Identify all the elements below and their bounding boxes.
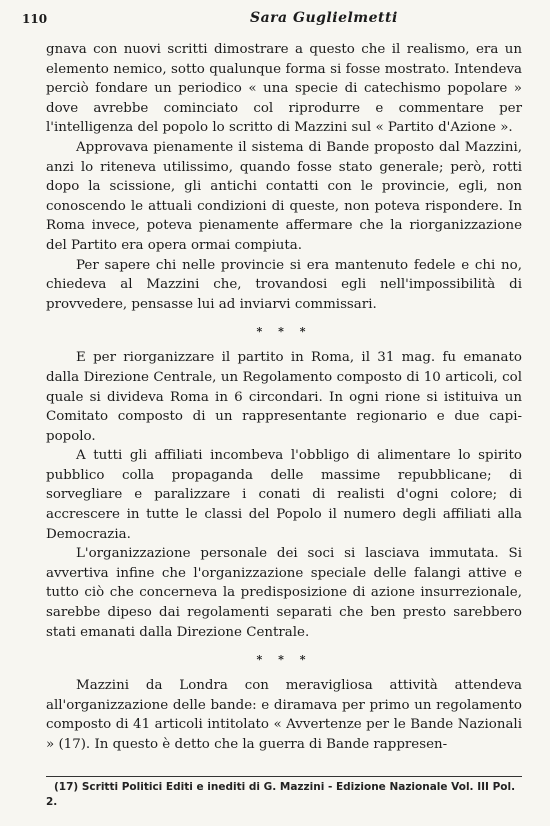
- footnote-text: (17) Scritti Politici Editi e inediti di G. Mazzini - Edizione Nazionale Vol. III Pol. 2.: [46, 781, 516, 808]
- footnote-rule: [46, 776, 522, 777]
- paragraph-3: Per sapere chi nelle provincie si era mantenuto fedele e chi no, chiedeva al Mazzini che, trovandosi egli nell'impossibilità di provvedere, pensasse lui ad inviarvi commissari.: [46, 257, 522, 312]
- paragraph-5: A tutti gli affiliati incombeva l'obbligo di alimentare lo spirito pubblico colla propaganda delle massime repubblicane; di sorvegliare e paralizzare i conati di realisti d'ogni colore; di accrescere in tutte le classi del Popolo il numero degli affiliati alla Democrazia.: [46, 448, 522, 542]
- running-title: Sara Guglielmetti: [250, 10, 398, 26]
- paragraph-6: L'organizzazione personale dei soci si lasciava immutata. Si avvertiva infine che l'organizzazione speciale delle falangi attive e tutto ciò che concerneva la predisposizione di azione insurrezionale, sarebbe dipeso dai regolamenti separati che ben presto sarebbero stati emanati dalla Direzione Centrale.: [46, 546, 522, 640]
- page-header: [18, 10, 532, 32]
- paragraph-4: E per riorganizzare il partito in Roma, il 31 mag. fu emanato dalla Direzione Centrale, un Regolamento composto di 10 articoli, col quale si divideva Roma in 6 circondari. In ogni rione si istituiva un Comitato composto di un rappresentante regionario e due capi-popolo.: [46, 350, 522, 444]
- page-body: [46, 40, 522, 755]
- paragraph-2: Approvava pienamente il sistema di Bande proposto dal Mazzini, anzi lo riteneva utilissimo, quando fosse stato generale; però, rotti dopo la scissione, gli antichi contatti con le provincie, egli, non conoscendo le attuali condizioni di queste, non poteva rispondere. In Roma invece, poteva pienamente affermare che la riorganizzazione del Partito era opera ormai compiuta.: [46, 139, 522, 253]
- page-number: 110: [22, 12, 48, 26]
- footnote: [46, 780, 522, 810]
- section-separator: * * *: [256, 325, 312, 339]
- paragraph-1: gnava con nuovi scritti dimostrare a questo che il realismo, era un elemento nemico, sotto qualunque forma si fosse mostrato. Intendeva perciò fondare un periodico « una specie di catechismo popolare » dove avrebbe cominciato col riprodurre e commentare per l'intelligenza del popolo lo scritto di Mazzini sul « Partito d'Azione ».: [46, 42, 522, 136]
- paragraph-7: Mazzini da Londra con meravigliosa attività attendeva all'organizzazione delle bande: e diramava per primo un regolamento composto di 41 articoli intitolato « Avvertenze per le Bande Nazionali » (17). In questo è detto che la guerra di Bande rappresen-: [46, 678, 522, 752]
- section-separator: * * *: [256, 653, 312, 667]
